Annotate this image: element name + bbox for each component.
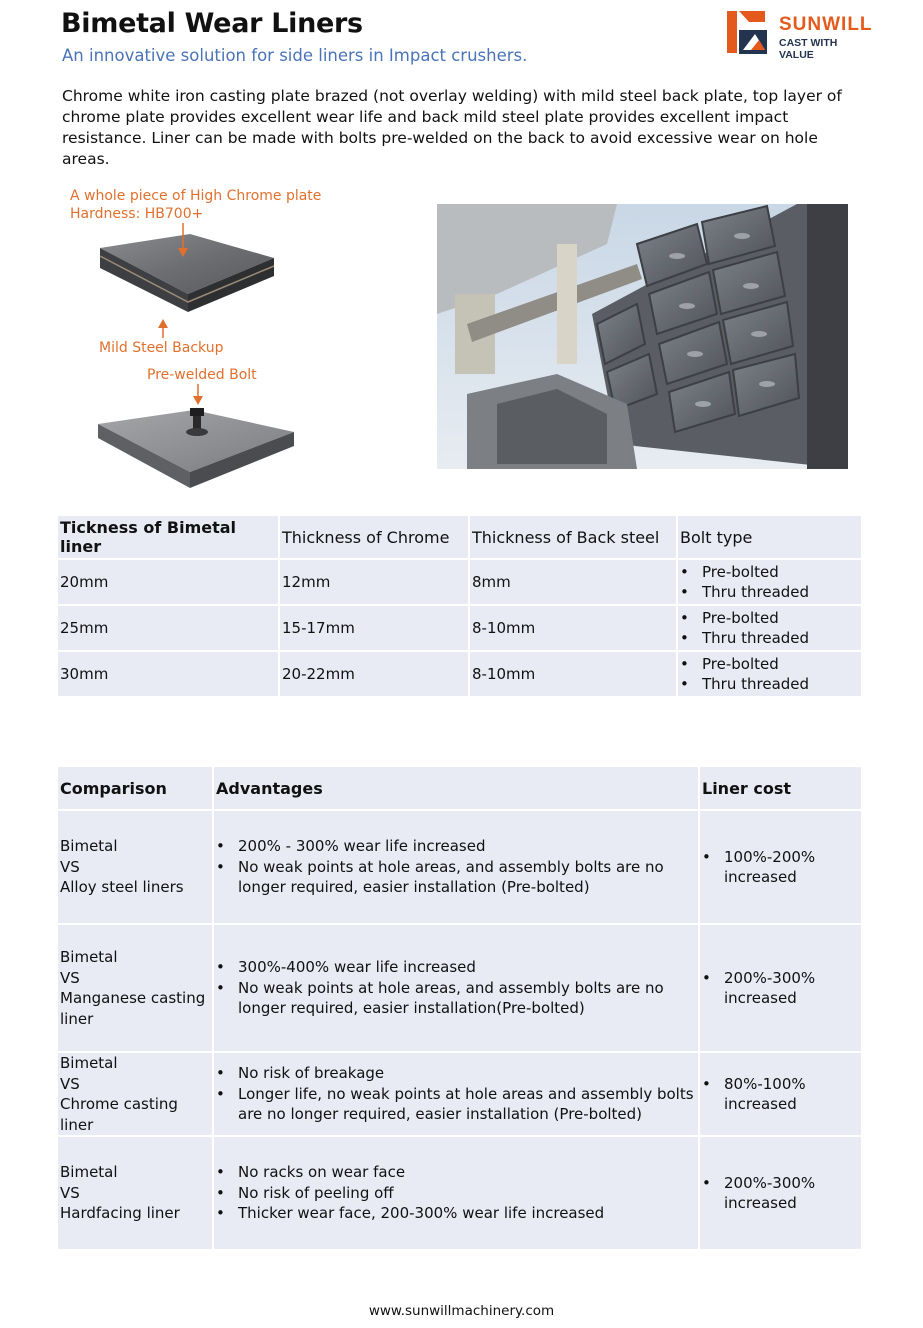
- table-row: [58, 925, 861, 1051]
- table-row: [58, 811, 861, 923]
- header-back-steel: Thickness of Back steel: [470, 516, 676, 558]
- cell-comparison: [58, 925, 212, 1051]
- company-logo: [725, 10, 875, 61]
- upper-plate-image: [100, 234, 274, 312]
- comparison-line: VS: [60, 1074, 80, 1093]
- header-total-thickness: Tickness of Bimetal liner: [58, 516, 278, 558]
- cell-back: 8mm: [470, 560, 676, 604]
- table-row: [58, 1053, 861, 1135]
- comparison-line: Hardfacing liner: [60, 1204, 180, 1223]
- list-item: • No risk of breakage: [238, 1063, 696, 1084]
- cell-advantages: [214, 925, 698, 1051]
- list-item: • Thicker wear face, 200-300% wear life increased: [238, 1203, 696, 1224]
- logo-tagline: CAST WITH VALUE: [779, 37, 838, 61]
- list-item: • Pre-bolted: [702, 608, 859, 629]
- list-item: • No weak points at hole areas, and assembly bolts are no longer required, easier installation(Pre-bolted): [238, 978, 696, 1019]
- cell-cost: [700, 1137, 861, 1249]
- list-item: • 300%-400% wear life increased: [238, 957, 696, 978]
- page-title: Bimetal Wear Liners: [61, 8, 363, 39]
- comparison-line: Bimetal: [60, 1163, 118, 1182]
- header-advantages: Advantages: [214, 767, 698, 809]
- comparison-line: Bimetal: [60, 948, 118, 966]
- cell-comparison: [58, 1137, 212, 1249]
- list-item: • Pre-bolted: [702, 654, 859, 675]
- cell-total: 20mm: [58, 560, 278, 604]
- cell-bolts: [678, 652, 861, 696]
- lower-plate-image: [98, 408, 294, 488]
- cell-advantages: [214, 1137, 698, 1249]
- crusher-liner-photo: [437, 204, 848, 469]
- intro-paragraph: Chrome white iron casting plate brazed (not overlay welding) with mild steel back plate, top layer of chrome plate provides excellent wear life and back mild steel plate provides excellent impact resistance. Liner can be made with bolts pre-welded on the back to avoid excessive wear on hole areas.: [62, 87, 842, 168]
- cell-bolts: [678, 606, 861, 650]
- cell-bolts: [678, 560, 861, 604]
- comparison-table-header: [58, 767, 861, 809]
- comparison-line: VS: [60, 1183, 80, 1202]
- comparison-table: [56, 765, 863, 1251]
- list-item: • 80%-100% increased: [724, 1074, 859, 1115]
- cell-total: 25mm: [58, 606, 278, 650]
- logo-name: SUNWILL: [779, 14, 873, 35]
- header-comparison: Comparison: [58, 767, 212, 809]
- comparison-line: VS: [60, 968, 80, 987]
- cell-comparison: [58, 811, 212, 923]
- header-chrome-thickness: Thickness of Chrome: [280, 516, 468, 558]
- arrow-down-bolt-icon: [193, 384, 203, 405]
- spec-table-header: [58, 516, 861, 558]
- table-row: [58, 1137, 861, 1249]
- list-item: • 200% - 300% wear life increased: [238, 836, 696, 857]
- cell-cost: [700, 811, 861, 923]
- comparison-line: Bimetal: [60, 837, 118, 856]
- list-item: • 200%-300% increased: [724, 1173, 859, 1214]
- label-chrome-plate: A whole piece of High Chrome plate: [70, 188, 322, 204]
- cell-back: 8-10mm: [470, 606, 676, 650]
- cell-chrome: 15-17mm: [280, 606, 468, 650]
- cell-chrome: 20-22mm: [280, 652, 468, 696]
- table-row: [58, 652, 861, 696]
- list-item: • 100%-200% increased: [724, 847, 859, 888]
- table-row: [58, 606, 861, 650]
- page-subtitle: An innovative solution for side liners in Impact crushers.: [62, 46, 528, 65]
- list-item: • No racks on wear face: [238, 1162, 696, 1183]
- list-item: • No risk of peeling off: [238, 1183, 696, 1204]
- comparison-line: Chrome casting liner: [60, 1095, 178, 1134]
- label-hardness: Hardness: HB700+: [70, 206, 204, 222]
- logo-mark-icon: [725, 10, 775, 56]
- list-item: • Longer life, no weak points at hole areas and assembly bolts are no longer required, easier installation (Pre-bolted): [238, 1084, 696, 1125]
- comparison-line: VS: [60, 857, 80, 876]
- list-item: • Thru threaded: [702, 628, 859, 649]
- list-item: • No weak points at hole areas, and assembly bolts are no longer required, easier installation (Pre-bolted): [238, 857, 696, 898]
- cell-cost: [700, 1053, 861, 1135]
- cell-advantages: [214, 811, 698, 923]
- comparison-line: Alloy steel liners: [60, 878, 184, 897]
- header-liner-cost: Liner cost: [700, 767, 861, 809]
- cell-total: 30mm: [58, 652, 278, 696]
- list-item: • Thru threaded: [702, 582, 859, 603]
- cell-advantages: [214, 1053, 698, 1135]
- arrow-up-icon: [158, 319, 168, 338]
- cell-cost: [700, 925, 861, 1051]
- comparison-line: Bimetal: [60, 1054, 118, 1072]
- table-row: [58, 560, 861, 604]
- footer-url[interactable]: www.sunwillmachinery.com: [368, 1303, 555, 1319]
- comparison-line: Manganese casting liner: [60, 989, 206, 1028]
- cell-back: 8-10mm: [470, 652, 676, 696]
- bimetal-plate-illustration: [90, 220, 310, 510]
- label-mild-steel-backup: Mild Steel Backup: [99, 340, 224, 356]
- spec-table: [56, 514, 863, 698]
- cell-comparison: [58, 1053, 212, 1135]
- header-bolt-type: Bolt type: [678, 516, 861, 558]
- list-item: • Pre-bolted: [702, 562, 859, 583]
- cell-chrome: 12mm: [280, 560, 468, 604]
- list-item: • Thru threaded: [702, 674, 859, 695]
- list-item: • 200%-300% increased: [724, 968, 859, 1009]
- label-pre-welded-bolt: Pre-welded Bolt: [147, 367, 257, 383]
